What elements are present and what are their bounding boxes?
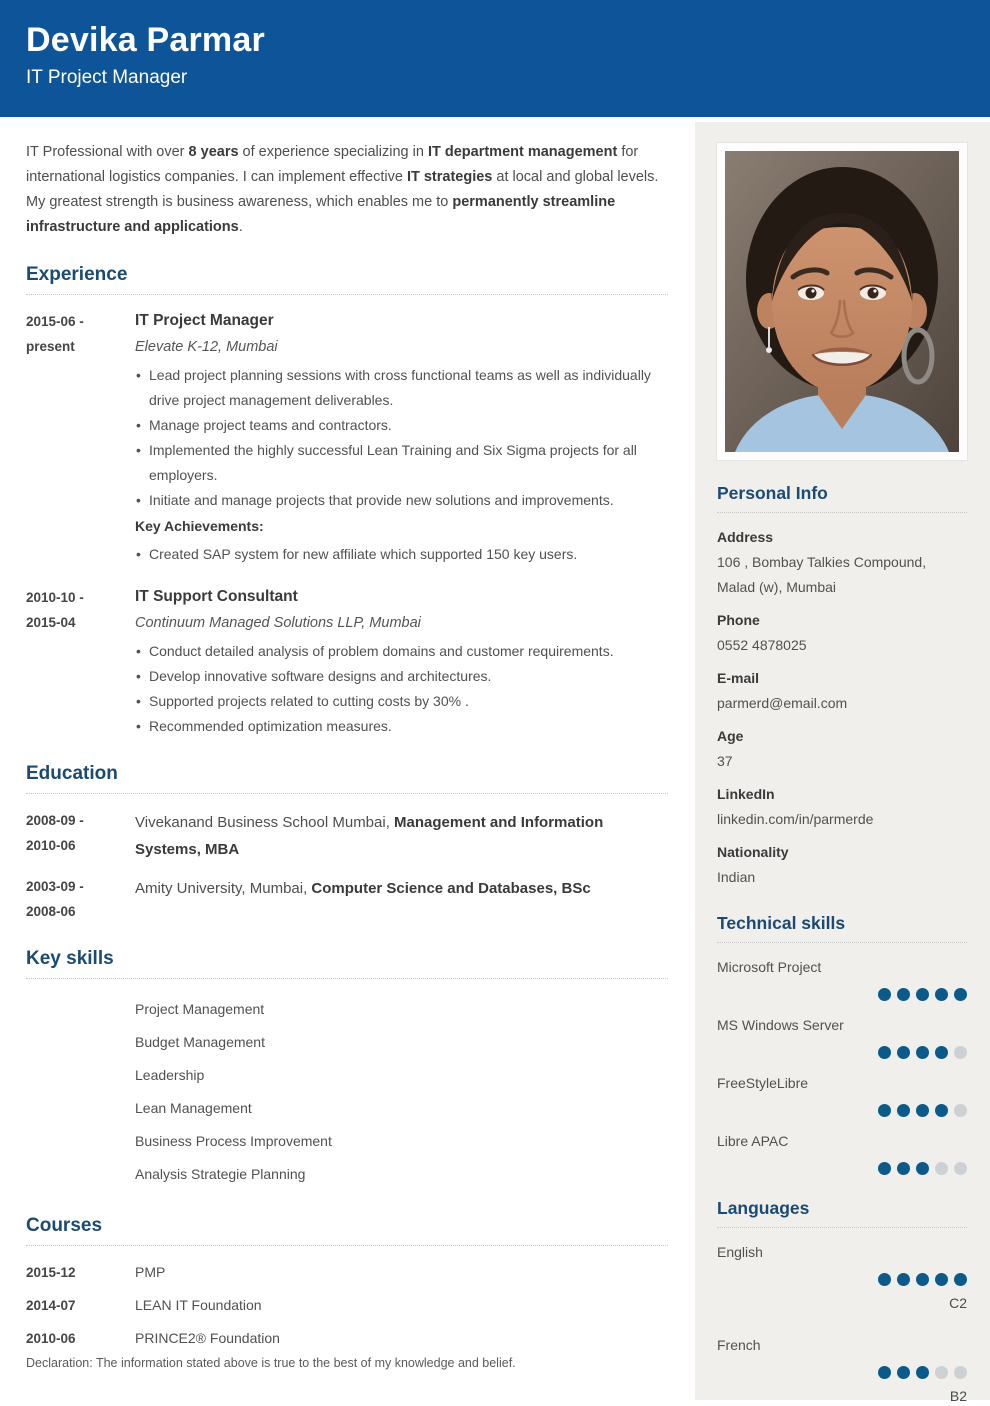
personal-info-field-age [717, 724, 967, 774]
course-name: PMP [135, 1264, 166, 1280]
experience-entries [26, 309, 668, 739]
job-bullet: • Lead project planning sessions with cross functional teams as well as individually drive project management deliverables. [135, 363, 668, 413]
date-end: 2015-04 [26, 615, 76, 630]
courses-heading: Courses [26, 1215, 668, 1246]
degree-name: Management and Information Systems, MBA [135, 814, 604, 858]
education-details [135, 808, 668, 863]
course-name: PRINCE2® Foundation [135, 1330, 280, 1346]
field-label: LinkedIn [717, 786, 775, 802]
degree-name: Computer Science and Databases, BSc [311, 880, 591, 897]
job-bullet-list [135, 639, 668, 739]
key-skill: Leadership [135, 1067, 205, 1083]
field-label: E-mail [717, 670, 760, 686]
job-bullet: • Implemented the highly successful Lean Training and Six Sigma projects for all employers. [135, 438, 668, 488]
technical-skill [717, 1073, 967, 1117]
page-body [0, 117, 990, 1404]
field-value: 106 , Bombay Talkies Compound, Malad (w), Mumbai [717, 554, 927, 595]
field-label: Phone [717, 612, 760, 628]
candidate-job-title: IT Project Manager [26, 67, 188, 88]
language-grade: C2 [949, 1295, 967, 1311]
personal-info-field-nationality [717, 840, 967, 890]
job-bullet: • Develop innovative software designs and architectures. [135, 664, 668, 689]
key-skills-list [26, 993, 668, 1191]
key-skill: Project Management [135, 1001, 265, 1017]
education-entry [26, 874, 668, 924]
course-entry [26, 1326, 668, 1351]
portrait-photo-illustration [725, 151, 959, 452]
courses-entries [26, 1260, 668, 1351]
date-start: 2010-10 - [26, 590, 84, 605]
skill-name: Microsoft Project [717, 959, 822, 975]
language-name: English [717, 1244, 763, 1260]
sidebar [695, 117, 990, 1404]
key-skill: Budget Management [135, 1034, 265, 1050]
course-date: 2014-07 [26, 1298, 76, 1313]
experience-entry [26, 309, 668, 567]
technical-skill [717, 1015, 967, 1059]
key-skills-heading: Key skills [26, 948, 668, 979]
course-date: 2010-06 [26, 1331, 76, 1346]
skill-level-dots [717, 1162, 967, 1175]
declaration-text: Declaration: The information stated above is true to the best of my knowledge and belief. [26, 1356, 516, 1370]
school-name: Vivekanand Business School Mumbai, [135, 814, 395, 831]
technical-skills-heading: Technical skills [717, 913, 967, 943]
language-grade: B2 [949, 1388, 967, 1404]
language-item [717, 1335, 967, 1406]
skill-name: MS Windows Server [717, 1017, 844, 1033]
job-company: Continuum Managed Solutions LLP, Mumbai [135, 615, 421, 631]
job-title: IT Project Manager [135, 312, 274, 329]
field-label: Address [717, 529, 774, 545]
job-bullet: • Manage project teams and contractors. [135, 413, 668, 438]
job-title: IT Support Consultant [135, 588, 298, 605]
languages-heading: Languages [717, 1198, 967, 1228]
date-start: 2008-09 - [26, 813, 84, 828]
key-skill: Lean Management [135, 1100, 252, 1116]
date-end: 2010-06 [26, 838, 76, 853]
achievements-list [135, 542, 668, 567]
skill-level-dots [717, 1046, 967, 1059]
education-entry [26, 808, 668, 863]
key-skill: Business Process Improvement [135, 1133, 332, 1149]
technical-skills-list [717, 957, 967, 1175]
technical-skill [717, 957, 967, 1001]
course-name: LEAN IT Foundation [135, 1297, 262, 1313]
date-start: 2015-06 - [26, 314, 84, 329]
education-dates [26, 874, 135, 924]
personal-info-fields [717, 525, 967, 890]
date-end: present [26, 339, 75, 354]
course-entry [26, 1260, 668, 1285]
key-skill-items [135, 993, 668, 1191]
language-level-dots [717, 1366, 967, 1379]
key-skill-spacer [26, 993, 135, 1191]
skill-name: Libre APAC [717, 1133, 789, 1149]
technical-skill [717, 1131, 967, 1175]
main-column [0, 117, 695, 1400]
skill-name: FreeStyleLibre [717, 1075, 809, 1091]
education-details [135, 874, 668, 924]
skill-level-dots [717, 988, 967, 1001]
personal-info-heading: Personal Info [717, 483, 967, 513]
field-value: 0552 4878025 [717, 637, 807, 653]
education-heading: Education [26, 763, 668, 794]
experience-details [135, 309, 668, 567]
candidate-name: Devika Parmar [26, 21, 265, 59]
education-dates [26, 808, 135, 863]
job-bullet: • Conduct detailed analysis of problem domains and customer requirements. [135, 639, 668, 664]
profile-photo [717, 143, 967, 460]
language-item [717, 1242, 967, 1313]
personal-info-field-phone [717, 608, 967, 658]
experience-heading: Experience [26, 264, 668, 295]
language-name: French [717, 1337, 761, 1353]
experience-details [135, 585, 668, 739]
school-name: Amity University, Mumbai, [135, 880, 312, 897]
header-banner [0, 0, 990, 117]
course-date: 2015-12 [26, 1265, 76, 1280]
field-value: Indian [717, 869, 756, 885]
personal-info-field-email [717, 666, 967, 716]
field-label: Nationality [717, 844, 789, 860]
experience-dates [26, 585, 135, 739]
experience-dates [26, 309, 135, 567]
languages-list [717, 1242, 967, 1406]
personal-info-field-address [717, 525, 967, 600]
field-value: linkedin.com/in/parmerde [717, 811, 874, 827]
job-bullet-list [135, 363, 668, 513]
key-skill: Analysis Strategie Planning [135, 1166, 306, 1182]
job-bullet: • Initiate and manage projects that provide new solutions and improvements. [135, 488, 668, 513]
skill-level-dots [717, 1104, 967, 1117]
key-skill-row [26, 993, 668, 1191]
education-entries [26, 808, 668, 924]
course-entry [26, 1293, 668, 1318]
summary-paragraph: IT Professional with over 8 years of experience specializing in IT department management for international logistics companies. I can implement effective IT strategies at local and global levels. My greatest strength is business awareness, which enables me to permanently streamline infrastructure and applications. [26, 144, 659, 235]
job-bullet: • Supported projects related to cutting costs by 30% . [135, 689, 668, 714]
field-value: 37 [717, 753, 733, 769]
date-end: 2008-06 [26, 904, 76, 919]
language-level-dots [717, 1273, 967, 1286]
date-start: 2003-09 - [26, 879, 84, 894]
field-value: parmerd@email.com [717, 695, 848, 711]
field-label: Age [717, 728, 744, 744]
experience-entry [26, 585, 668, 739]
personal-info-field-linkedin [717, 782, 967, 832]
job-company: Elevate K-12, Mumbai [135, 339, 278, 355]
achievement-bullet: • Created SAP system for new affiliate which supported 150 key users. [135, 542, 668, 567]
job-bullet: • Recommended optimization measures. [135, 714, 668, 739]
achievements-label: Key Achievements: [135, 518, 264, 534]
